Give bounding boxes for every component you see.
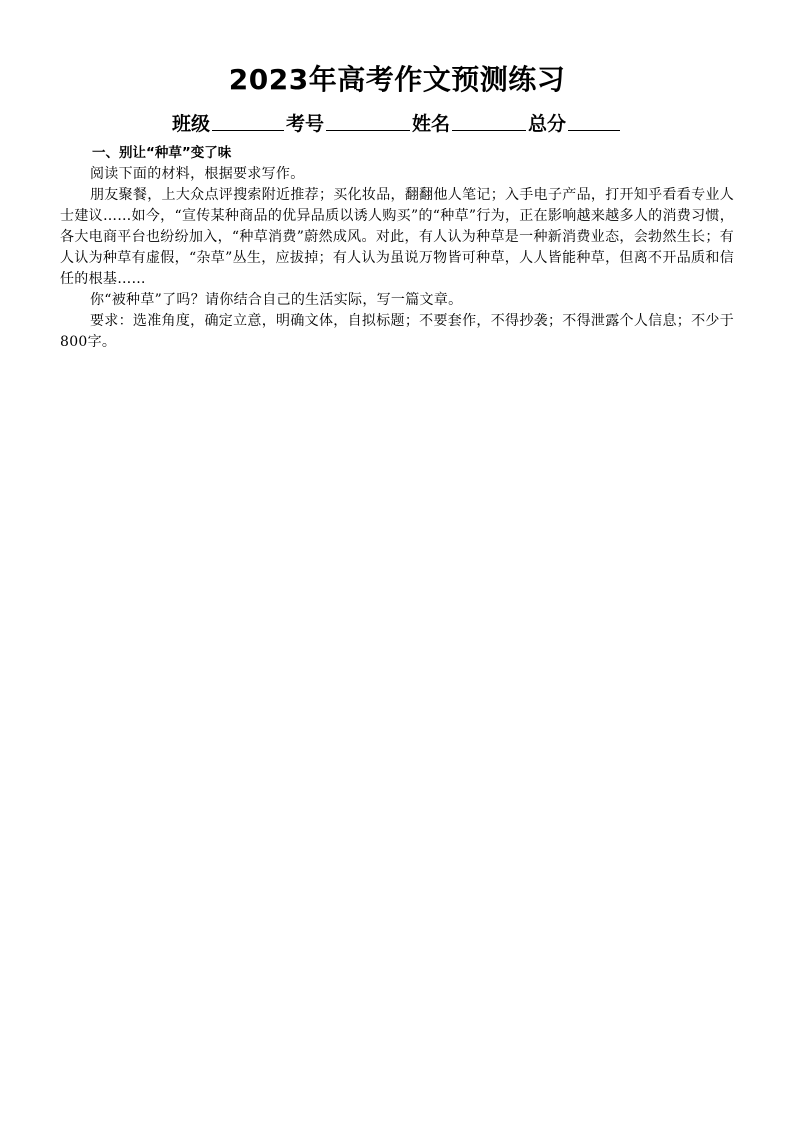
total-score-label: 总分 (528, 113, 567, 135)
exam-number-label: 考号 (285, 113, 324, 135)
class-blank-field (212, 112, 284, 131)
page-title: 2023年高考作文预测练习 (228, 63, 566, 96)
question-paragraph: 你“被种草”了吗？请你结合自己的生活实际，写一篇文章。 (90, 292, 463, 308)
name-blank-field (452, 112, 526, 131)
requirements-paragraph: 要求：选准角度，确定立意，明确文体，自拟标题；不要套作，不得抄袭；不得泄露个人信息；不少于800字。 (60, 313, 734, 350)
material-paragraph: 朋友聚餐，上大众点评搜索附近推荐；买化妆品，翻翻他人笔记；入手电子产品，打开知乎看看专业人士建议……如今，“宣传某种商品的优异品质以诱人购买”的“种草”行为，正在影响越来越多人的消费习惯，各大电商平台也纷纷加入，“种草消费”蔚然成风。对此，有人认为种草是一种新消费业态，会勃然生长；有人认为种草有虚假，“杂草”丛生，应拔掉；有人认为虽说万物皆可种草，人人皆能种草，但离不开品质和信任的根基…… (60, 187, 734, 287)
essay-prompt-section (60, 143, 734, 353)
exam-number-blank-field (326, 112, 410, 131)
section-heading: 一、别让“种草”变了味 (92, 145, 232, 161)
class-label: 班级 (171, 113, 210, 135)
instruction-paragraph: 阅读下面的材料，根据要求写作。 (90, 166, 305, 182)
name-label: 姓名 (412, 113, 451, 135)
student-info-line (0, 110, 794, 138)
total-score-blank-field (568, 112, 620, 131)
